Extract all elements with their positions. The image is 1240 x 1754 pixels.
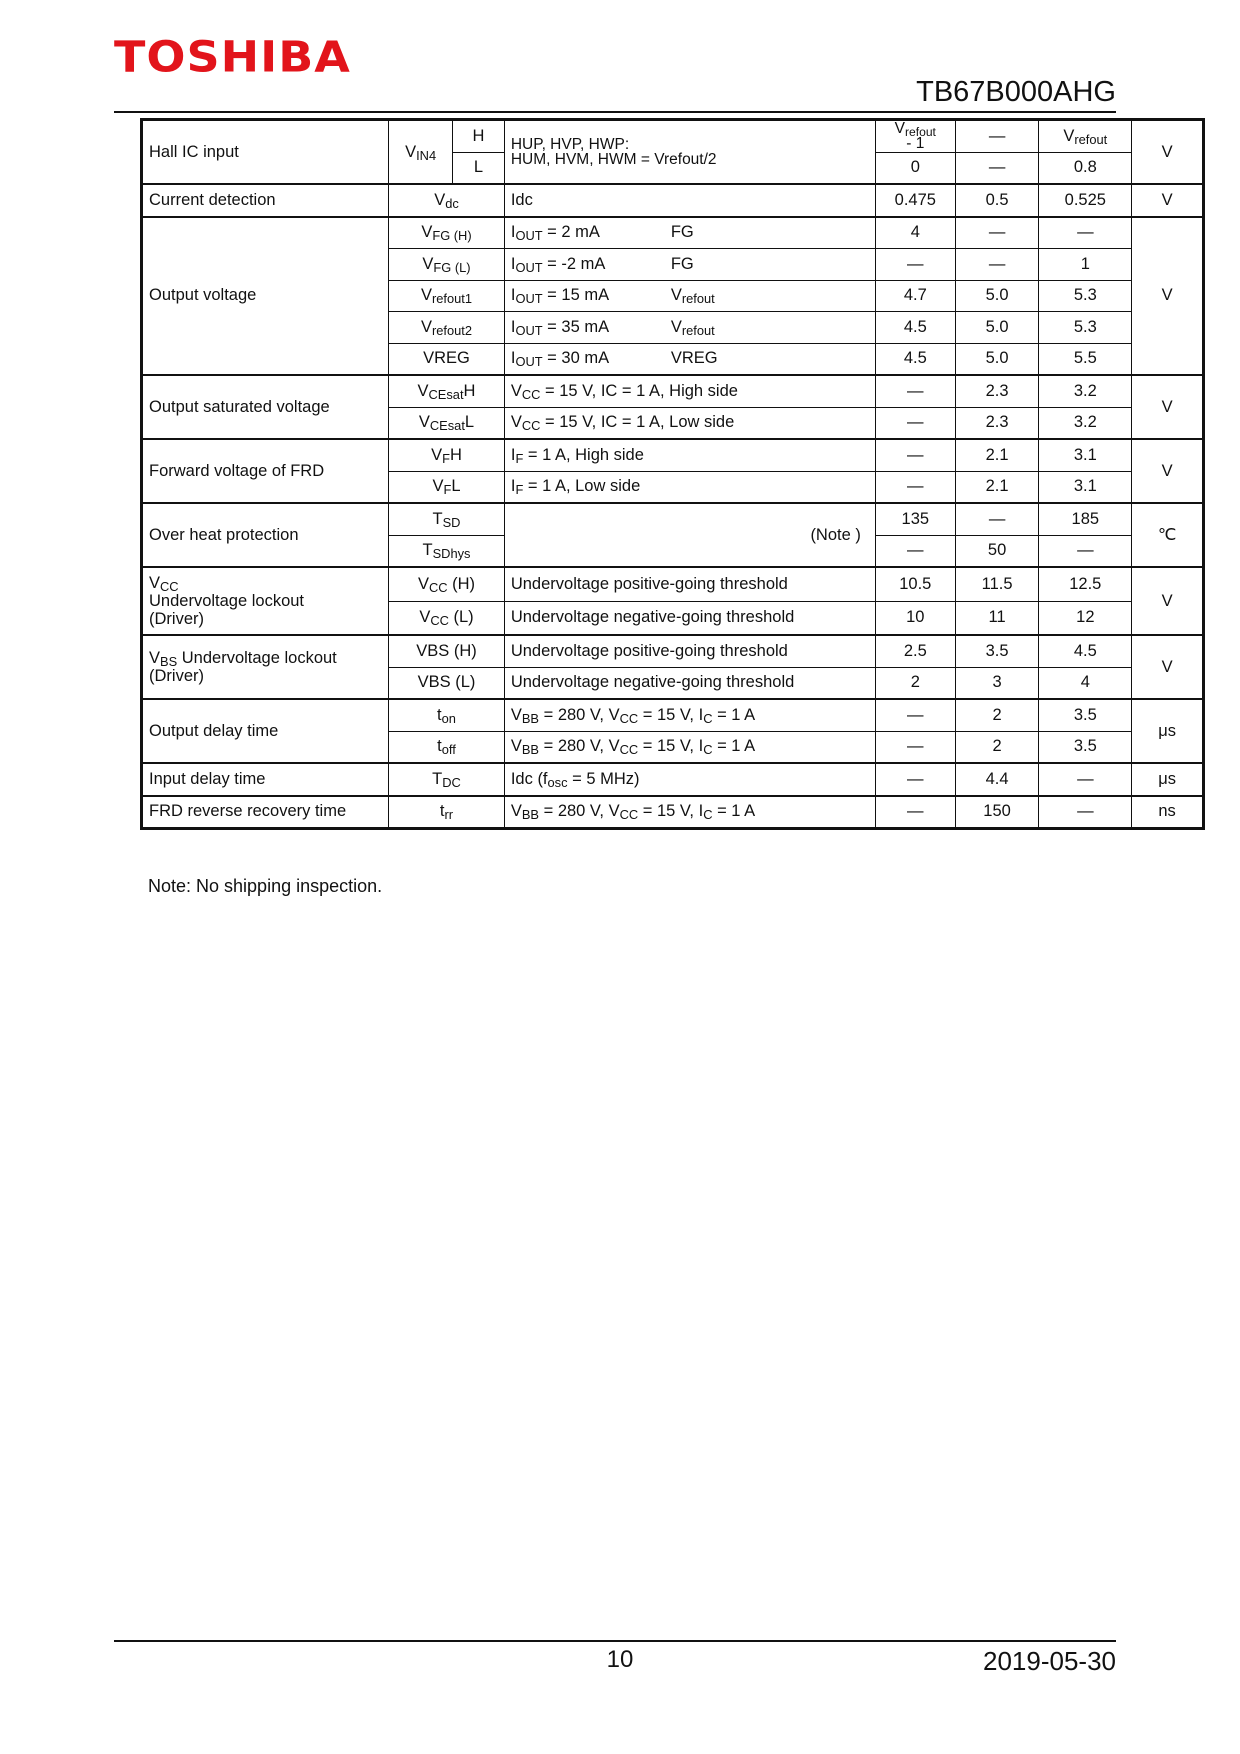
unit: V (1132, 439, 1204, 503)
min-value: 4.5 (875, 312, 955, 344)
typ-value: — (955, 152, 1039, 184)
condition: $V_{CC} = 15$ V, IC = 1 A, Low side (504, 407, 875, 439)
typ-value: — (955, 217, 1039, 249)
min-value: — (875, 731, 955, 763)
condition: Undervoltage positive-going threshold (504, 567, 875, 601)
typ-value: 2.3 (955, 407, 1039, 439)
min-value: 2 (875, 667, 955, 699)
typ-value: 2 (955, 731, 1039, 763)
min-value: — (875, 471, 955, 503)
condition: $V_{BB} = 280$ V, $V_{CC} = 15$ V, $I_C = 1$ A (504, 699, 875, 731)
toshiba-logo: TOSHIBA (114, 32, 351, 82)
symbol: $V_{dc}$ (389, 184, 505, 217)
typ-value: — (955, 249, 1039, 281)
header-rule (114, 111, 1116, 113)
min-value: — (875, 796, 955, 829)
max-value: 185 (1039, 503, 1132, 535)
param-name: Output saturated voltage (142, 375, 389, 439)
condition: $I_F = 1$ A, Low side (504, 471, 875, 503)
unit: ℃ (1132, 503, 1204, 567)
condition: $V_{BB} = 280$ V, $V_{CC} = 15$ V, $I_C = 1$ A (504, 731, 875, 763)
typ-value: 5.0 (955, 280, 1039, 312)
footer-rule (114, 1640, 1116, 1642)
max-value: 5.3 (1039, 312, 1132, 344)
symbol: VBS (L) (389, 667, 505, 699)
table-row (142, 635, 1204, 667)
param-name: Output delay time (142, 699, 389, 763)
condition: Undervoltage negative-going threshold (504, 667, 875, 699)
min-value: 135 (875, 503, 955, 535)
max-value: 0.525 (1039, 184, 1132, 217)
level-high: H (453, 120, 505, 153)
param-name: $V_{CC}$ Undervoltage lockout (Driver) (142, 567, 389, 635)
param-name: Hall IC input (142, 120, 389, 185)
max-value: 0.8 (1039, 152, 1132, 184)
table-row (142, 217, 1204, 249)
symbol: VREG (389, 343, 505, 375)
min-value: — (875, 439, 955, 471)
unit: V (1132, 217, 1204, 376)
typ-value: 2.3 (955, 375, 1039, 407)
max-value: 5.3 (1039, 280, 1132, 312)
typ-value: 4.4 (955, 763, 1039, 796)
unit: ns (1132, 796, 1204, 829)
min-value: — (875, 407, 955, 439)
param-name: FRD reverse recovery time (142, 796, 389, 829)
symbol: VBS (H) (389, 635, 505, 667)
param-name: Current detection (142, 184, 389, 217)
max-value: 3.5 (1039, 731, 1132, 763)
typ-value: 0.5 (955, 184, 1039, 217)
symbol: $V_{CEsat}H$ (389, 375, 505, 407)
typ-value: 3.5 (955, 635, 1039, 667)
symbol: $t_{on}$ (389, 699, 505, 731)
min-value: 0 (875, 152, 955, 184)
min-value: $V_{refout}$ - 1 (875, 120, 955, 153)
max-value: 4 (1039, 667, 1132, 699)
max-value: 3.2 (1039, 375, 1132, 407)
condition-note: (Note ) (504, 503, 875, 567)
max-value: 5.5 (1039, 343, 1132, 375)
symbol: $V_FL$ (389, 471, 505, 503)
page-number: 10 (606, 1646, 634, 1673)
condition: $V_{CC} = 15$ V, IC = 1 A, High side (504, 375, 875, 407)
table-row (142, 796, 1204, 829)
max-value: — (1039, 535, 1132, 567)
condition: $I_{OUT} = 15$ mA $V_{refout}$ (504, 280, 875, 312)
condition: $I_F = 1$ A, High side (504, 439, 875, 471)
min-value: — (875, 763, 955, 796)
table-row (142, 375, 1204, 407)
max-value: 1 (1039, 249, 1132, 281)
max-value: 4.5 (1039, 635, 1132, 667)
table-row (142, 503, 1204, 535)
min-value: — (875, 535, 955, 567)
min-value: — (875, 699, 955, 731)
max-value: 12.5 (1039, 567, 1132, 601)
param-name: Output voltage (142, 217, 389, 376)
note: Note: No shipping inspection. (148, 876, 383, 896)
typ-value: 2.1 (955, 471, 1039, 503)
symbol: $V_{CEsat}L$ (389, 407, 505, 439)
min-value: 4.5 (875, 343, 955, 375)
condition: $I_{OUT} = 2$ mA FG (504, 217, 875, 249)
max-value: 12 (1039, 601, 1132, 635)
max-value: 3.1 (1039, 439, 1132, 471)
max-value: — (1039, 796, 1132, 829)
condition: HUP, HVP, HWP: HUM, HVM, HWM = Vrefout/2 (504, 120, 875, 185)
typ-value: 2 (955, 699, 1039, 731)
electrical-characteristics-table (140, 118, 1205, 830)
param-name: Input delay time (142, 763, 389, 796)
part-number: TB67B000AHG (916, 76, 1116, 108)
symbol: $T_{SDhys}$ (389, 535, 505, 567)
symbol: $t_{rr}$ (389, 796, 505, 829)
min-value: 0.475 (875, 184, 955, 217)
min-value: 4.7 (875, 280, 955, 312)
symbol: $V_{refout2}$ (389, 312, 505, 344)
symbol: $V_{CC}$ (H) (389, 567, 505, 601)
table-row (142, 439, 1204, 471)
table-row (142, 184, 1204, 217)
condition: Idc (504, 184, 875, 217)
typ-value: 5.0 (955, 343, 1039, 375)
unit: μs (1132, 763, 1204, 796)
param-name: Forward voltage of FRD (142, 439, 389, 503)
unit: V (1132, 184, 1204, 217)
typ-value: 3 (955, 667, 1039, 699)
min-value: — (875, 375, 955, 407)
symbol: $V_{FG (H)}$ (389, 217, 505, 249)
condition: Undervoltage negative-going threshold (504, 601, 875, 635)
max-value: 3.1 (1039, 471, 1132, 503)
typ-value: 50 (955, 535, 1039, 567)
typ-value: — (955, 503, 1039, 535)
condition: Idc ($f_{osc} = 5$ MHz) (504, 763, 875, 796)
min-value: 10 (875, 601, 955, 635)
table-row (142, 120, 1204, 153)
condition: $I_{OUT} = 30$ mA VREG (504, 343, 875, 375)
condition: $V_{BB} = 280$ V, $V_{CC} = 15$ V, $I_C = 1$ A (504, 796, 875, 829)
typ-value: 11.5 (955, 567, 1039, 601)
table-row (142, 567, 1204, 601)
min-value: 2.5 (875, 635, 955, 667)
typ-value: 2.1 (955, 439, 1039, 471)
symbol: $V_{CC}$ (L) (389, 601, 505, 635)
symbol: $t_{off}$ (389, 731, 505, 763)
condition: $I_{OUT} = 35$ mA $V_{refout}$ (504, 312, 875, 344)
symbol: $T_{DC}$ (389, 763, 505, 796)
condition: $I_{OUT} = -2$ mA FG (504, 249, 875, 281)
max-value: $V_{refout}$ (1039, 120, 1132, 153)
min-value: — (875, 249, 955, 281)
symbol: $V_{refout1}$ (389, 280, 505, 312)
typ-value: 150 (955, 796, 1039, 829)
max-value: 3.2 (1039, 407, 1132, 439)
unit: V (1132, 375, 1204, 439)
condition: Undervoltage positive-going threshold (504, 635, 875, 667)
symbol: $V_FH$ (389, 439, 505, 471)
max-value: — (1039, 763, 1132, 796)
max-value: 3.5 (1039, 699, 1132, 731)
table-row (142, 699, 1204, 731)
unit: V (1132, 120, 1204, 185)
typ-value: 5.0 (955, 312, 1039, 344)
symbol: $V_{FG (L)}$ (389, 249, 505, 281)
level-low: L (453, 152, 505, 184)
unit: V (1132, 567, 1204, 635)
param-name: $V_{BS}$ Undervoltage lockout (Driver) (142, 635, 389, 699)
min-value: 4 (875, 217, 955, 249)
symbol: $T_{SD}$ (389, 503, 505, 535)
min-value: 10.5 (875, 567, 955, 601)
param-name: Over heat protection (142, 503, 389, 567)
max-value: — (1039, 217, 1132, 249)
unit: μs (1132, 699, 1204, 763)
revision-date: 2019-05-30 (983, 1646, 1116, 1676)
unit: V (1132, 635, 1204, 699)
symbol: $V_{IN4}$ (389, 120, 453, 185)
table-row (142, 763, 1204, 796)
typ-value: — (955, 120, 1039, 153)
typ-value: 11 (955, 601, 1039, 635)
